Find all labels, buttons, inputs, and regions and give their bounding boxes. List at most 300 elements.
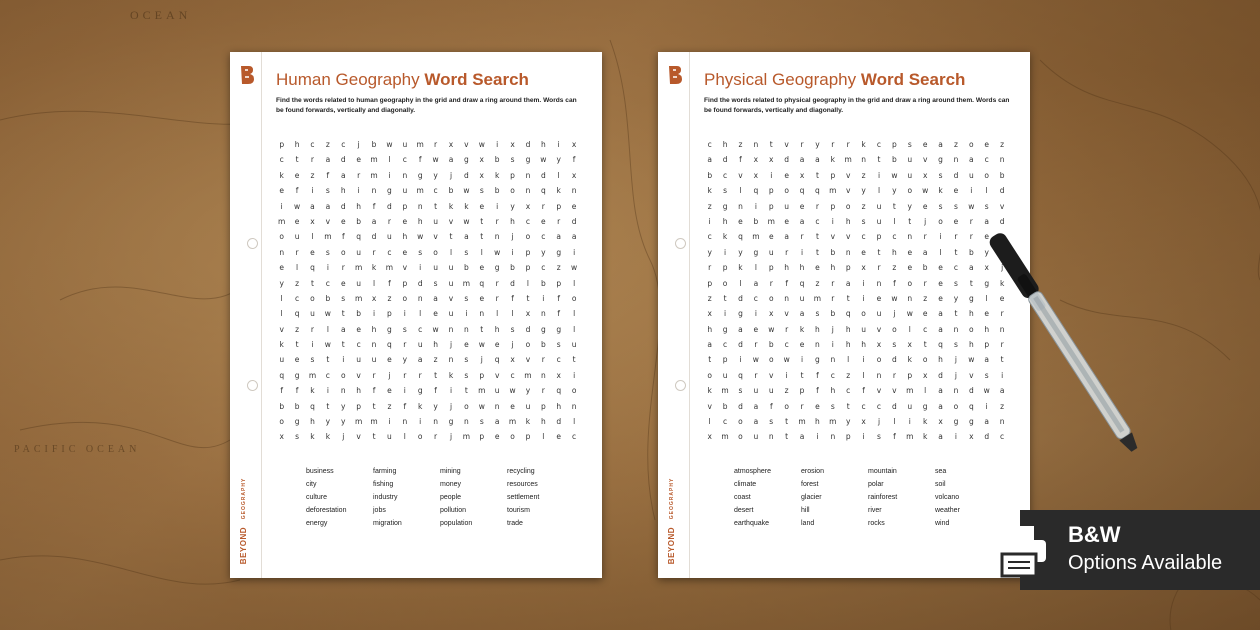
grid-letter: b (922, 263, 928, 273)
grid-letter: b (830, 247, 836, 257)
grid-letter: l (280, 309, 283, 319)
grid-letter: x (707, 309, 712, 319)
grid-letter: i (326, 263, 329, 273)
word-item: energy (306, 520, 328, 527)
grid-letter: k (907, 355, 912, 365)
grid-letter: o (433, 247, 438, 257)
grid-letter: x (861, 263, 866, 273)
grid-letter: w (432, 324, 439, 334)
grid-letter: i (800, 247, 804, 257)
page-title: Human Geography Word Search (276, 70, 529, 89)
grid-letter: q (494, 355, 500, 365)
grid-letter: g (525, 155, 531, 165)
word-item: trade (507, 520, 523, 527)
grid-letter: i (785, 370, 788, 380)
grid-letter: e (356, 155, 361, 165)
grid-letter: o (876, 355, 882, 365)
grid-letter: w (968, 201, 975, 211)
grid-letter: w (783, 355, 790, 365)
grid-letter: r (800, 401, 804, 411)
grid-letter: a (815, 155, 820, 165)
grid-letter: c (892, 232, 897, 242)
grid-letter: s (953, 201, 958, 211)
grid-letter: e (494, 340, 500, 350)
grid-letter: j (449, 340, 453, 350)
grid-letter: o (510, 432, 515, 442)
grid-letter: j (480, 355, 483, 365)
grid-letter: c (279, 155, 284, 165)
grid-letter: h (984, 324, 990, 334)
grid-letter: p (799, 386, 805, 396)
grid-letter: h (892, 247, 897, 257)
word-item: glacier (801, 494, 822, 501)
grid-letter: z (861, 201, 866, 211)
grid-letter: u (907, 170, 913, 180)
grid-letter: s (464, 355, 469, 365)
grid-letter: m (721, 432, 729, 442)
grid-letter: l (573, 278, 576, 288)
grid-letter: a (938, 140, 943, 149)
grid-letter: c (510, 370, 515, 380)
grid-letter: w (922, 186, 929, 196)
grid-letter: z (815, 278, 820, 288)
grid-letter: k (448, 370, 454, 380)
grid-letter: w (463, 216, 470, 226)
grid-letter: i (403, 309, 406, 319)
grid-letter: j (357, 140, 360, 149)
grid-letter: t (326, 401, 330, 411)
word-item: desert (734, 507, 754, 514)
grid-letter: u (448, 309, 454, 319)
grid-letter: k (448, 201, 454, 211)
grid-letter: c (923, 324, 928, 334)
grid-letter: i (311, 186, 314, 196)
grid-letter: p (768, 201, 774, 211)
grid-letter: d (892, 355, 897, 365)
grid-letter: e (433, 309, 438, 319)
grid-letter: w (891, 170, 898, 180)
map-label-ocean: OCEAN (130, 8, 192, 22)
grid-letter: n (830, 432, 836, 442)
grid-letter: t (785, 432, 789, 442)
grid-letter: c (295, 293, 300, 303)
grid-letter: p (876, 232, 882, 242)
grid-letter: e (815, 263, 820, 273)
grid-letter: s (723, 186, 728, 196)
grid-letter: e (294, 355, 300, 365)
grid-letter: n (479, 309, 485, 319)
grid-letter: l (893, 417, 896, 427)
grid-letter: a (799, 432, 805, 442)
grid-letter: e (479, 293, 485, 303)
grid-letter: u (417, 340, 423, 350)
word-list (734, 465, 1002, 530)
grid-letter: j (342, 432, 345, 442)
word-item: hill (801, 507, 810, 514)
grid-letter: p (830, 170, 836, 180)
grid-letter: y (707, 247, 712, 257)
grid-letter: e (541, 216, 546, 226)
grid-letter: t (480, 216, 484, 226)
grid-letter: a (738, 324, 743, 334)
grid-letter: e (876, 293, 882, 303)
grid-letter: a (799, 155, 805, 165)
punch-hole (675, 238, 686, 249)
grid-letter: u (310, 309, 315, 319)
grid-letter: j (449, 432, 453, 442)
grid-letter: i (724, 247, 727, 257)
grid-letter: l (985, 186, 988, 196)
grid-letter: m (767, 216, 775, 226)
grid-letter: a (969, 155, 974, 165)
grid-letter: y (341, 417, 346, 427)
grid-letter: x (525, 309, 531, 319)
word-item: atmosphere (734, 468, 771, 475)
grid-letter: o (279, 232, 284, 242)
grid-letter: t (434, 201, 438, 211)
grid-letter: y (433, 401, 438, 411)
grid-letter: g (448, 417, 454, 427)
grid-letter: e (402, 247, 408, 257)
grid-letter: w (571, 263, 578, 273)
grid-letter: t (480, 232, 484, 242)
grid-letter: s (325, 186, 330, 196)
grid-letter: s (953, 340, 958, 350)
grid-letter: h (556, 401, 562, 411)
grid-letter: f (403, 401, 407, 411)
grid-letter: z (1000, 140, 1005, 149)
grid-letter: w (294, 201, 301, 211)
word-item: resources (507, 481, 538, 488)
grid-letter: a (753, 278, 759, 288)
grid-letter: e (738, 216, 743, 226)
grid-letter: x (571, 170, 577, 180)
grid-letter: i (724, 309, 727, 319)
grid-letter: t (464, 386, 468, 396)
grid-letter: s (464, 293, 469, 303)
word-item: forest (801, 481, 819, 488)
grid-letter: r (1000, 340, 1004, 350)
grid-letter: x (969, 432, 974, 442)
grid-letter: d (371, 232, 377, 242)
grid-letter: c (541, 263, 546, 273)
grid-letter: j (1001, 263, 1004, 273)
grid-letter: k (279, 170, 284, 180)
punch-hole (247, 238, 258, 249)
grid-letter: s (310, 355, 315, 365)
grid-letter: t (769, 140, 773, 149)
grid-letter: d (784, 155, 790, 165)
grid-letter: r (341, 263, 345, 273)
grid-letter: h (540, 140, 546, 149)
grid-letter: i (831, 216, 834, 226)
grid-letter: z (707, 201, 712, 211)
grid-letter: f (326, 170, 330, 180)
grid-letter: e (768, 232, 774, 242)
grid-letter: o (340, 370, 346, 380)
beyond-logo-icon (667, 65, 683, 85)
grid-letter: f (388, 278, 391, 288)
grid-letter: t (526, 293, 530, 303)
word-item: sea (935, 468, 947, 475)
grid-letter: q (738, 232, 743, 242)
grid-letter: q (310, 263, 315, 273)
grid-letter: e (953, 216, 959, 226)
grid-letter: h (799, 263, 805, 273)
grid-letter: z (784, 386, 789, 396)
grid-letter: d (417, 278, 423, 288)
grid-letter: x (861, 417, 866, 427)
grid-letter: j (924, 216, 927, 226)
grid-letter: g (417, 386, 423, 396)
grid-letter: d (340, 201, 346, 211)
grid-letter: k (310, 432, 315, 442)
grid-letter: c (325, 370, 330, 380)
grid-letter: t (800, 370, 804, 380)
grid-letter: g (387, 186, 392, 196)
grid-letter: o (510, 186, 515, 196)
grid-letter: i (877, 170, 881, 180)
grid-letter: w (324, 309, 331, 319)
grid-letter: n (876, 370, 882, 380)
grid-letter: u (722, 370, 728, 380)
grid-letter: i (357, 186, 360, 196)
grid-letter: m (354, 293, 363, 303)
grid-letter: d (892, 401, 897, 411)
grid-letter: z (433, 355, 438, 365)
grid-letter: m (370, 417, 378, 427)
grid-letter: h (371, 324, 377, 334)
grid-letter: i (542, 293, 545, 303)
grid-letter: l (372, 278, 376, 288)
grid-letter: i (1001, 370, 1004, 380)
grid-letter: b (540, 278, 546, 288)
grid-letter: h (433, 340, 438, 350)
grid-letter: h (815, 417, 820, 427)
word-item: deforestation (306, 507, 347, 514)
grid-letter: z (892, 263, 897, 273)
grid-letter: n (953, 386, 959, 396)
grid-letter: o (525, 340, 531, 350)
grid-letter: a (984, 216, 990, 226)
grid-letter: t (326, 355, 330, 365)
grid-letter: d (464, 170, 469, 180)
word-item: earthquake (734, 520, 770, 527)
grid-letter: l (296, 263, 299, 273)
grid-letter: i (557, 140, 560, 149)
grid-letter: i (496, 201, 499, 211)
grid-letter: o (892, 324, 897, 334)
grid-letter: h (845, 216, 851, 226)
grid-letter: q (753, 186, 759, 196)
grid-letter: x (922, 370, 928, 380)
grid-letter: x (556, 370, 561, 380)
grid-letter: l (311, 232, 314, 242)
grid-letter: y (541, 247, 546, 257)
grid-letter: p (768, 186, 774, 196)
grid-letter: o (707, 370, 712, 380)
grid-letter: l (924, 386, 927, 396)
grid-letter: e (799, 340, 805, 350)
grid-letter: t (785, 417, 789, 427)
grid-letter: r (892, 370, 896, 380)
instructions: Find the words related to physical geography in the grid and draw a ring around them. Words can be found forwards, vertically and diagonally. (704, 97, 1010, 114)
grid-letter: i (388, 170, 391, 180)
grid-letter: o (953, 401, 959, 411)
grid-letter: o (768, 355, 774, 365)
grid-letter: l (496, 309, 499, 319)
grid-letter: q (938, 340, 943, 350)
bw-options-badge (1020, 510, 1260, 590)
grid-letter: v (922, 155, 928, 165)
grid-letter: t (815, 232, 819, 242)
grid-letter: v (402, 263, 408, 273)
grid-letter: i (770, 170, 773, 180)
grid-letter: w (509, 386, 516, 396)
grid-letter: f (816, 370, 819, 380)
grid-letter: n (876, 278, 882, 288)
margin-line (689, 52, 690, 578)
grid-letter: i (800, 355, 804, 365)
grid-letter: e (494, 432, 500, 442)
badge-subtitle: Options Available (1068, 552, 1223, 574)
grid-letter: r (495, 216, 499, 226)
grid-letter: g (968, 293, 974, 303)
grid-letter: c (525, 216, 530, 226)
grid-letter: r (541, 355, 545, 365)
grid-letter: i (511, 247, 514, 257)
grid-letter: t (311, 278, 314, 288)
grid-letter: n (571, 186, 577, 196)
grid-letter: u (356, 247, 362, 257)
grid-letter: b (371, 140, 377, 149)
grid-letter: a (340, 324, 346, 334)
grid-letter: e (922, 201, 928, 211)
grid-letter: e (922, 140, 928, 149)
word-item: fishing (373, 481, 394, 488)
grid-letter: x (753, 155, 759, 165)
grid-letter: w (906, 309, 913, 319)
grid-letter: h (340, 186, 346, 196)
grid-letter: p (540, 401, 546, 411)
grid-letter: f (372, 386, 376, 396)
grid-letter: a (556, 232, 562, 242)
grid-letter: h (722, 216, 728, 226)
grid-letter: r (403, 370, 407, 380)
grid-letter: e (922, 309, 928, 319)
grid-letter: y (525, 386, 531, 396)
grid-letter: l (326, 324, 329, 334)
grid-letter: o (738, 432, 743, 442)
grid-letter: s (418, 247, 423, 257)
grid-letter: o (938, 216, 943, 226)
grid-letter: r (954, 232, 958, 242)
grid-letter: s (433, 278, 438, 288)
grid-letter: j (511, 232, 514, 242)
grid-letter: k (494, 170, 500, 180)
grid-letter: p (556, 201, 562, 211)
grid-letter: u (571, 340, 577, 350)
letter-grid (702, 137, 1010, 445)
grid-letter: e (799, 201, 805, 211)
grid-letter: w (417, 232, 424, 242)
grid-letter: r (831, 278, 835, 288)
grid-letter: e (753, 324, 759, 334)
margin-line (261, 52, 262, 578)
grid-letter: r (387, 216, 391, 226)
word-item: recycling (507, 468, 535, 475)
grid-letter: k (707, 186, 712, 196)
grid-letter: z (953, 140, 958, 149)
grid-letter: m (308, 370, 317, 380)
grid-letter: t (341, 340, 345, 350)
grid-letter: e (907, 247, 913, 257)
grid-letter: g (722, 201, 728, 211)
grid-letter: e (861, 247, 866, 257)
grid-letter: b (294, 401, 300, 411)
grid-letter: a (707, 340, 712, 350)
grid-letter: c (418, 324, 423, 334)
grid-letter: o (969, 140, 974, 149)
grid-letter: p (402, 278, 408, 288)
grid-letter: c (707, 232, 712, 242)
grid-letter: r (418, 370, 422, 380)
worksheet-physical-geography (658, 52, 1030, 578)
grid-letter: r (310, 324, 315, 334)
grid-letter: i (754, 309, 757, 319)
grid-letter: q (815, 186, 820, 196)
grid-letter: a (922, 247, 928, 257)
grid-letter: p (387, 309, 392, 319)
grid-letter: p (845, 263, 851, 273)
grid-letter: h (722, 140, 728, 149)
grid-letter: n (953, 155, 959, 165)
grid-letter: x (479, 170, 484, 180)
grid-letter: l (511, 309, 514, 319)
grid-letter: n (861, 155, 866, 165)
grid-letter: i (985, 401, 988, 411)
grid-letter: e (279, 263, 284, 273)
grid-letter: b (494, 186, 500, 196)
grid-letter: a (340, 170, 346, 180)
grid-letter: l (403, 432, 406, 442)
grid-letter: z (387, 401, 392, 411)
grid-letter: i (496, 140, 499, 149)
grid-letter: j (449, 401, 453, 411)
punch-hole (675, 380, 686, 391)
letter-grid (274, 137, 582, 445)
grid-letter: k (418, 401, 423, 411)
grid-letter: s (479, 186, 484, 196)
grid-letter: d (510, 278, 515, 288)
grid-letter: s (892, 340, 897, 350)
grid-letter: t (815, 170, 819, 180)
grid-letter: c (310, 140, 315, 149)
grid-letter: a (310, 201, 315, 211)
grid-letter: z (325, 140, 330, 149)
grid-letter: n (738, 201, 743, 211)
grid-letter: i (862, 432, 865, 442)
grid-letter: n (494, 401, 500, 411)
grid-letter: m (354, 263, 363, 273)
grid-letter: i (403, 386, 406, 396)
grid-letter: t (815, 247, 819, 257)
grid-letter: x (753, 170, 759, 180)
word-item: money (440, 481, 462, 488)
grid-letter: f (341, 232, 345, 242)
grid-letter: q (540, 186, 546, 196)
grid-letter: x (479, 155, 484, 165)
